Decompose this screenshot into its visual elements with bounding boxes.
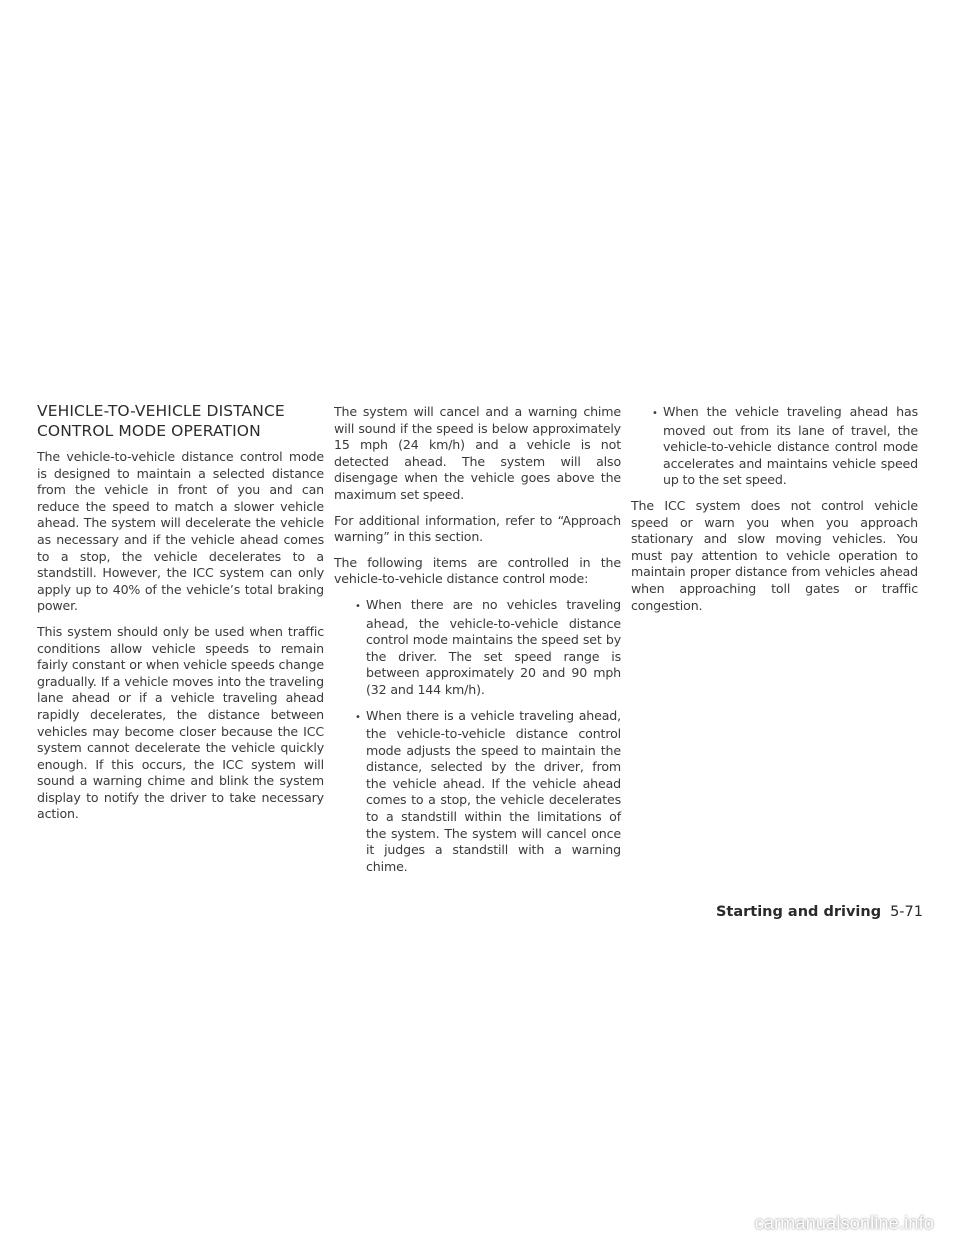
footer-section-title: Starting and driving xyxy=(715,904,882,920)
list-item: • When there is a vehicle traveling ahead, the vehicle-to-vehicle distance control mode adjusts the speed to maintain the distance, selected by the driver, from the vehicle ahead. If the vehicle ahead comes to a stop, the vehicle decelerates to a standstill within the limitations of the system. The system will cancel once it judges a standstill with a warning chime. xyxy=(334,708,621,876)
heading-line-2: CONTROL MODE OPERATION xyxy=(37,421,261,440)
list-item: • When there are no vehicles traveling ahead, the vehicle-to-vehicle distance control mode maintains the speed set by the driver. The set speed range is between approximately 20 and 90 mph (32 and 144 km/h). xyxy=(334,597,621,699)
heading-line-1: VEHICLE-TO-VEHICLE DISTANCE xyxy=(37,402,285,420)
section-heading xyxy=(37,402,324,441)
paragraph-icc-limitations: The ICC system does not control vehicle speed or warn you when you approach stationary and slow moving vehicles. You must pay attention to vehicle operation to maintain proper distance from vehicles ahead when approaching toll gates or traffic congestion. xyxy=(631,497,918,613)
paragraph-cancel-conditions: The system will cancel and a warning chime will sound if the speed is below approximately 15 mph (24 km/h) and a vehicle is not detected ahead. The system will also disengage when the vehicle goes above the maximum set speed. xyxy=(334,404,621,502)
paragraph-mode-description: The vehicle-to-vehicle distance control mode is designed to maintain a selected distance from the vehicle in front of you and can reduce the speed to match a slower vehicle ahead. The system will decelerate the vehicle as necessary and if the vehicle ahead comes to a stop, the vehicle decelerates to a standstill. However, the ICC system can only apply up to 40% of the vehicle’s total braking power. xyxy=(37,449,324,614)
column-right xyxy=(631,404,918,623)
watermark-text: carmanualsonline.info xyxy=(754,1213,934,1233)
page-footer xyxy=(716,904,923,920)
paragraph-usage-conditions: This system should only be used when traffic conditions allow vehicle speeds to remain fairly constant or when vehicle speeds change gradually. If a vehicle moves into the traveling lane ahead or if a vehicle traveling ahead rapidly decelerates, the distance between vehicles may become closer because the ICC system cannot decelerate the vehicle quickly enough. If this occurs, the ICC system will sound a warning chime and blink the system display to notify the driver to take necessary action. xyxy=(37,623,324,822)
controlled-items-list-continued xyxy=(631,404,918,489)
list-item: • When the vehicle traveling ahead has moved out from its lane of travel, the vehicle-to-vehicle distance control mode accelerates and maintains vehicle speed up to the set speed. xyxy=(631,404,918,489)
controlled-items-list xyxy=(334,597,621,876)
paragraph-reference: For additional information, refer to “Approach warning” in this section. xyxy=(334,512,621,545)
column-left xyxy=(37,402,324,832)
column-middle xyxy=(334,404,621,884)
paragraph-controlled-items-intro: The following items are controlled in the vehicle-to-vehicle distance control mode: xyxy=(334,554,621,587)
footer-page-number: 5-71 xyxy=(890,904,923,920)
